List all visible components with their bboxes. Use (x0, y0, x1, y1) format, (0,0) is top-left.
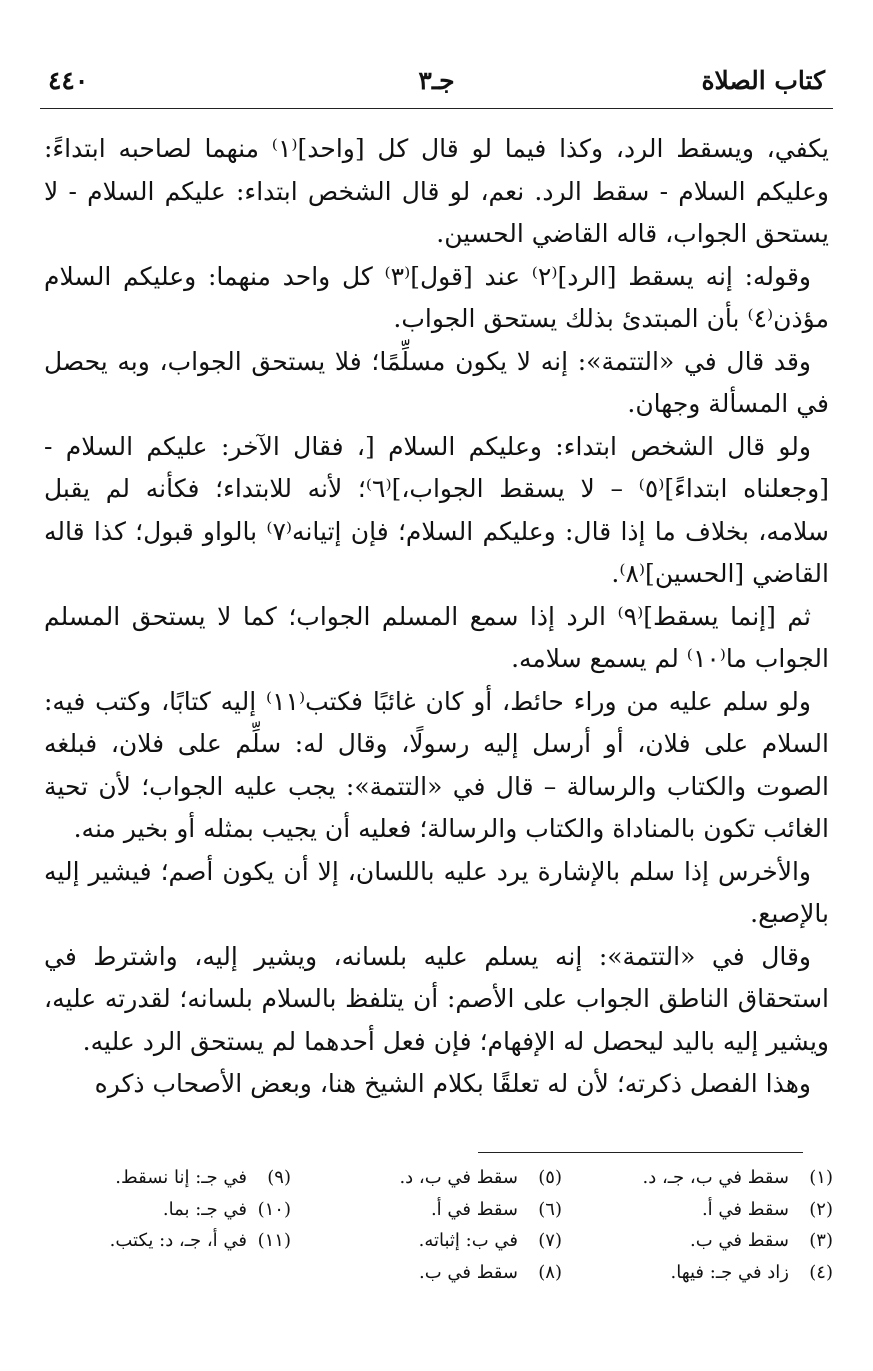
paragraph: وقوله: إنه يسقط [الرد]⁽٢⁾ عند [قول]⁽٣⁾ كل واحد منهما: وعليكم السلام مؤذن⁽٤⁾ بأن المبتدئ بذلك يستحق الجواب. (44, 261, 829, 333)
book-title: كتاب الصلاة (701, 66, 825, 95)
footnote-text: في أ، جـ، د: يكتب. (109, 1230, 247, 1251)
footnotes (40, 1162, 833, 1292)
footnote-number: (١٠) (257, 1198, 291, 1220)
paragraph: وهذا الفصل ذكرته؛ لأن له تعلقًا بكلام الشيخ هنا، وبعض الأصحاب ذكره (94, 1069, 811, 1098)
footnote (40, 1194, 291, 1226)
main-text (44, 128, 829, 1106)
paragraph: ولو سلم عليه من وراء حائط، أو كان غائبًا فكتب⁽١١⁾ إليه كتابًا، وكتب فيه: السلام على فلان، أو أرسل إليه رسولًا، وقال له: سلِّم على فلان، فبلغه الصوت والكتاب والرسالة – قال في «التتمة»: يجب عليه الجواب؛ لأن تحية الغائب تكون بالمناداة والكتاب والرسالة؛ فعليه أن يجيب بمثله أو بخير منه. (44, 686, 829, 843)
footnote (582, 1194, 833, 1226)
footnote (582, 1225, 833, 1257)
footnote (311, 1257, 562, 1289)
footnote-column (311, 1162, 562, 1292)
paragraph: وقال في «التتمة»: إنه يسلم عليه بلسانه، ويشير إليه، واشترط في استحقاق الناطق الجواب على الأصم: أن يتلفظ بالسلام بلسانه؛ لقدرته عليه، ويشير إليه باليد ليحصل له الإفهام؛ فإن فعل أحدهما لم يستحق الرد عليه. (44, 941, 829, 1056)
footnote-text: سقط في ب، جـ، د. (642, 1167, 789, 1188)
paragraph: وقد قال في «التتمة»: إنه لا يكون مسلِّمًا؛ فلا يستحق الجواب، وبه يحصل في المسألة وجهان. (44, 346, 829, 418)
footnote-number: (١) (809, 1167, 833, 1188)
footnote-column (582, 1162, 833, 1292)
footnote-text: سقط في أ. (430, 1198, 518, 1220)
footnote-text: في ب: إثباته. (418, 1230, 518, 1251)
footnote-divider (478, 1152, 803, 1153)
footnote-text: سقط في أ. (701, 1198, 789, 1220)
footnote-text: زاد في جـ: فيها. (670, 1261, 789, 1283)
footnote-number: (٢) (809, 1198, 833, 1220)
footnote-text: في جـ: بما. (162, 1198, 247, 1220)
paragraph: ولو قال الشخص ابتداء: وعليكم السلام [، فقال الآخر: عليكم السلام - [وجعلناه ابتداءً]⁽٥⁾ – لا يسقط الجواب،]⁽٦⁾؛ لأنه للابتداء؛ فكأنه لم يقبل سلامه، بخلاف ما إذا قال: وعليكم السلام؛ فإن إتيانه⁽٧⁾ بالواو قبول؛ كذا قاله القاضي [الحسين]⁽٨⁾. (44, 431, 829, 588)
volume-label: جـ٣ (418, 66, 455, 95)
footnote (582, 1162, 833, 1194)
header-divider (40, 108, 833, 109)
paragraph: ثم [إنما يسقط]⁽٩⁾ الرد إذا سمع المسلم الجواب؛ كما لا يستحق المسلم الجواب ما⁽١٠⁾ لم يسمع سلامه. (44, 601, 829, 673)
footnote (40, 1225, 291, 1257)
footnote-number: (١١) (257, 1230, 291, 1251)
footnote-number: (٩) (267, 1167, 291, 1188)
footnote-number: (٥) (538, 1167, 562, 1188)
footnote (311, 1162, 562, 1194)
paragraph: يكفي، ويسقط الرد، وكذا فيما لو قال كل [واحد]⁽١⁾ منهما لصاحبه ابتداءً: وعليكم السلام - سقط الرد. نعم، لو قال الشخص ابتداء: عليكم السلام - لا يستحق الجواب، قاله القاضي الحسين. (44, 134, 829, 248)
footnote-number: (٣) (809, 1230, 833, 1251)
footnote-number: (٦) (538, 1198, 562, 1220)
page-number: ٤٤٠ (48, 66, 89, 95)
footnote (582, 1257, 833, 1289)
footnote-number: (٧) (538, 1230, 562, 1251)
footnote-text: سقط في ب. (419, 1261, 518, 1283)
footnote-number: (٤) (809, 1261, 833, 1283)
footnote-text: في جـ: إنا نسقط. (115, 1167, 247, 1188)
footnote-number: (٨) (538, 1261, 562, 1283)
footnote (40, 1162, 291, 1194)
footnote-column (40, 1162, 291, 1292)
footnote-text: سقط في ب، د. (399, 1167, 518, 1188)
page-header (40, 60, 833, 104)
footnote (311, 1194, 562, 1226)
paragraph: والأخرس إذا سلم بالإشارة يرد عليه باللسان، إلا أن يكون أصم؛ فيشير إليه بالإصبع. (44, 856, 829, 928)
footnote (311, 1225, 562, 1257)
footnote-text: سقط في ب. (690, 1230, 789, 1251)
